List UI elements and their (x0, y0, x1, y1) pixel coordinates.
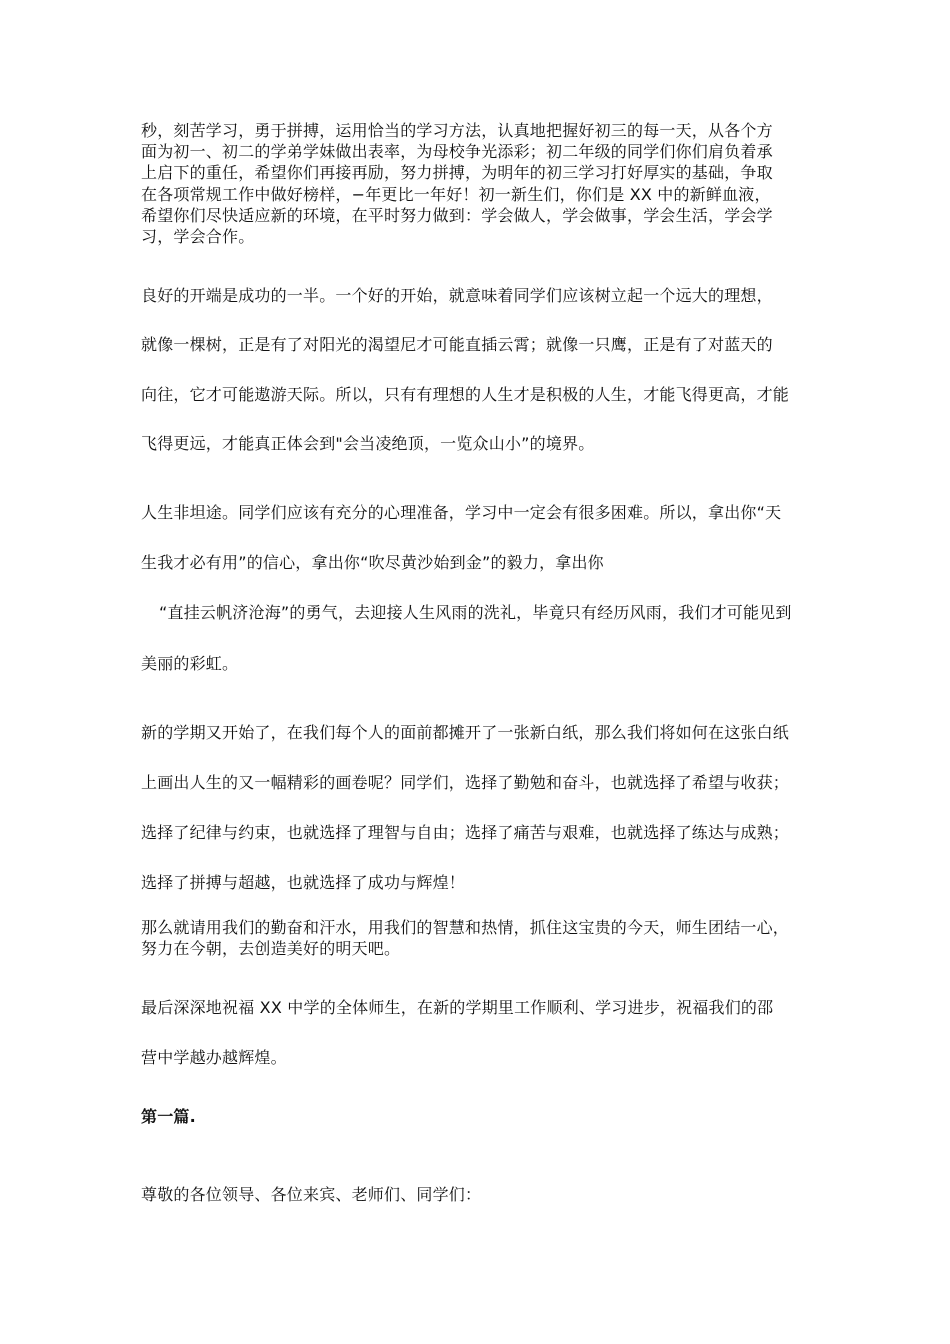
text-line: 那么就请用我们的勤奋和汗水，用我们的智慧和热情，抓住这宝贵的今天，师生团结一心， (141, 918, 790, 937)
text-line: 秒，刻苦学习，勇于拼搏，运用恰当的学习方法，认真地把握好初三的每一天，从各个方 (141, 121, 773, 140)
text-line: 向往，它才可能遨游天际。所以，只有有理想的人生才是积极的人生，才能飞得更高，才能 (141, 385, 790, 404)
text-line: 飞得更远，才能真正体会到"会当凌绝顶，一览众山小”的境界。 (141, 434, 595, 453)
text-line: 习，学会合作。 (141, 227, 255, 246)
text-line: 人生非坦途。同学们应该有充分的心理准备，学习中一定会有很多困难。所以，拿出你“天 (141, 503, 782, 522)
text-line: 希望你们尽快适应新的环境，在平时努力做到：学会做人，学会做事，学会生活，学会学 (141, 206, 773, 225)
text-line: 上启下的重任，希望你们再接再励，努力拼搏，为明年的初三学习打好厚实的基础，争取 (141, 163, 773, 182)
text-line: 生我才必有用”的信心，拿出你“吹尽黄沙始到金”的毅力，拿出你 (141, 553, 604, 572)
salutation-line: 尊敬的各位领导、各位来宾、老师们、同学们： (141, 1185, 482, 1204)
text-line: 最后深深地祝福 XX 中学的全体师生，在新的学期里工作顺利、学习进步，祝福我们的邵 (141, 998, 774, 1017)
text-line: 就像一棵树，正是有了对阳光的渴望尼才可能直插云霄；就像一只鹰，正是有了对蓝天的 (141, 335, 773, 354)
text-line: “直挂云帆济沧海”的勇气，去迎接人生风雨的洗礼，毕竟只有经历风雨，我们才可能见到 (159, 603, 792, 622)
text-line: 良好的开端是成功的一半。一个好的开始，就意味着同学们应该树立起一个远大的理想， (141, 286, 773, 305)
text-line: 上画出人生的又一幅精彩的画卷呢？同学们，选择了勤勉和奋斗，也就选择了希望与收获； (141, 773, 790, 792)
text-line: 在各项常规工作中做好榜样，−年更比一年好！初一新生们，你们是 XX 中的新鲜血液， (141, 185, 771, 204)
text-line: 新的学期又开始了，在我们每个人的面前都摊开了一张新白纸，那么我们将如何在这张白纸 (141, 723, 790, 742)
text-line: 选择了拼搏与超越，也就选择了成功与辉煌！ (141, 873, 466, 892)
section-heading: 第一篇. (141, 1107, 196, 1126)
text-line: 美丽的彩虹。 (141, 654, 239, 673)
text-line: 选择了纪律与约束，也就选择了理智与自由；选择了痛苦与艰难，也就选择了练达与成熟； (141, 823, 790, 842)
text-line: 营中学越办越辉煌。 (141, 1048, 287, 1067)
text-line: 面为初一、初二的学弟学妹做出表率，为母校争光添彩；初二年级的同学们你们肩负着承 (141, 142, 773, 161)
text-line: 努力在今朝，去创造美好的明天吧。 (141, 939, 401, 958)
